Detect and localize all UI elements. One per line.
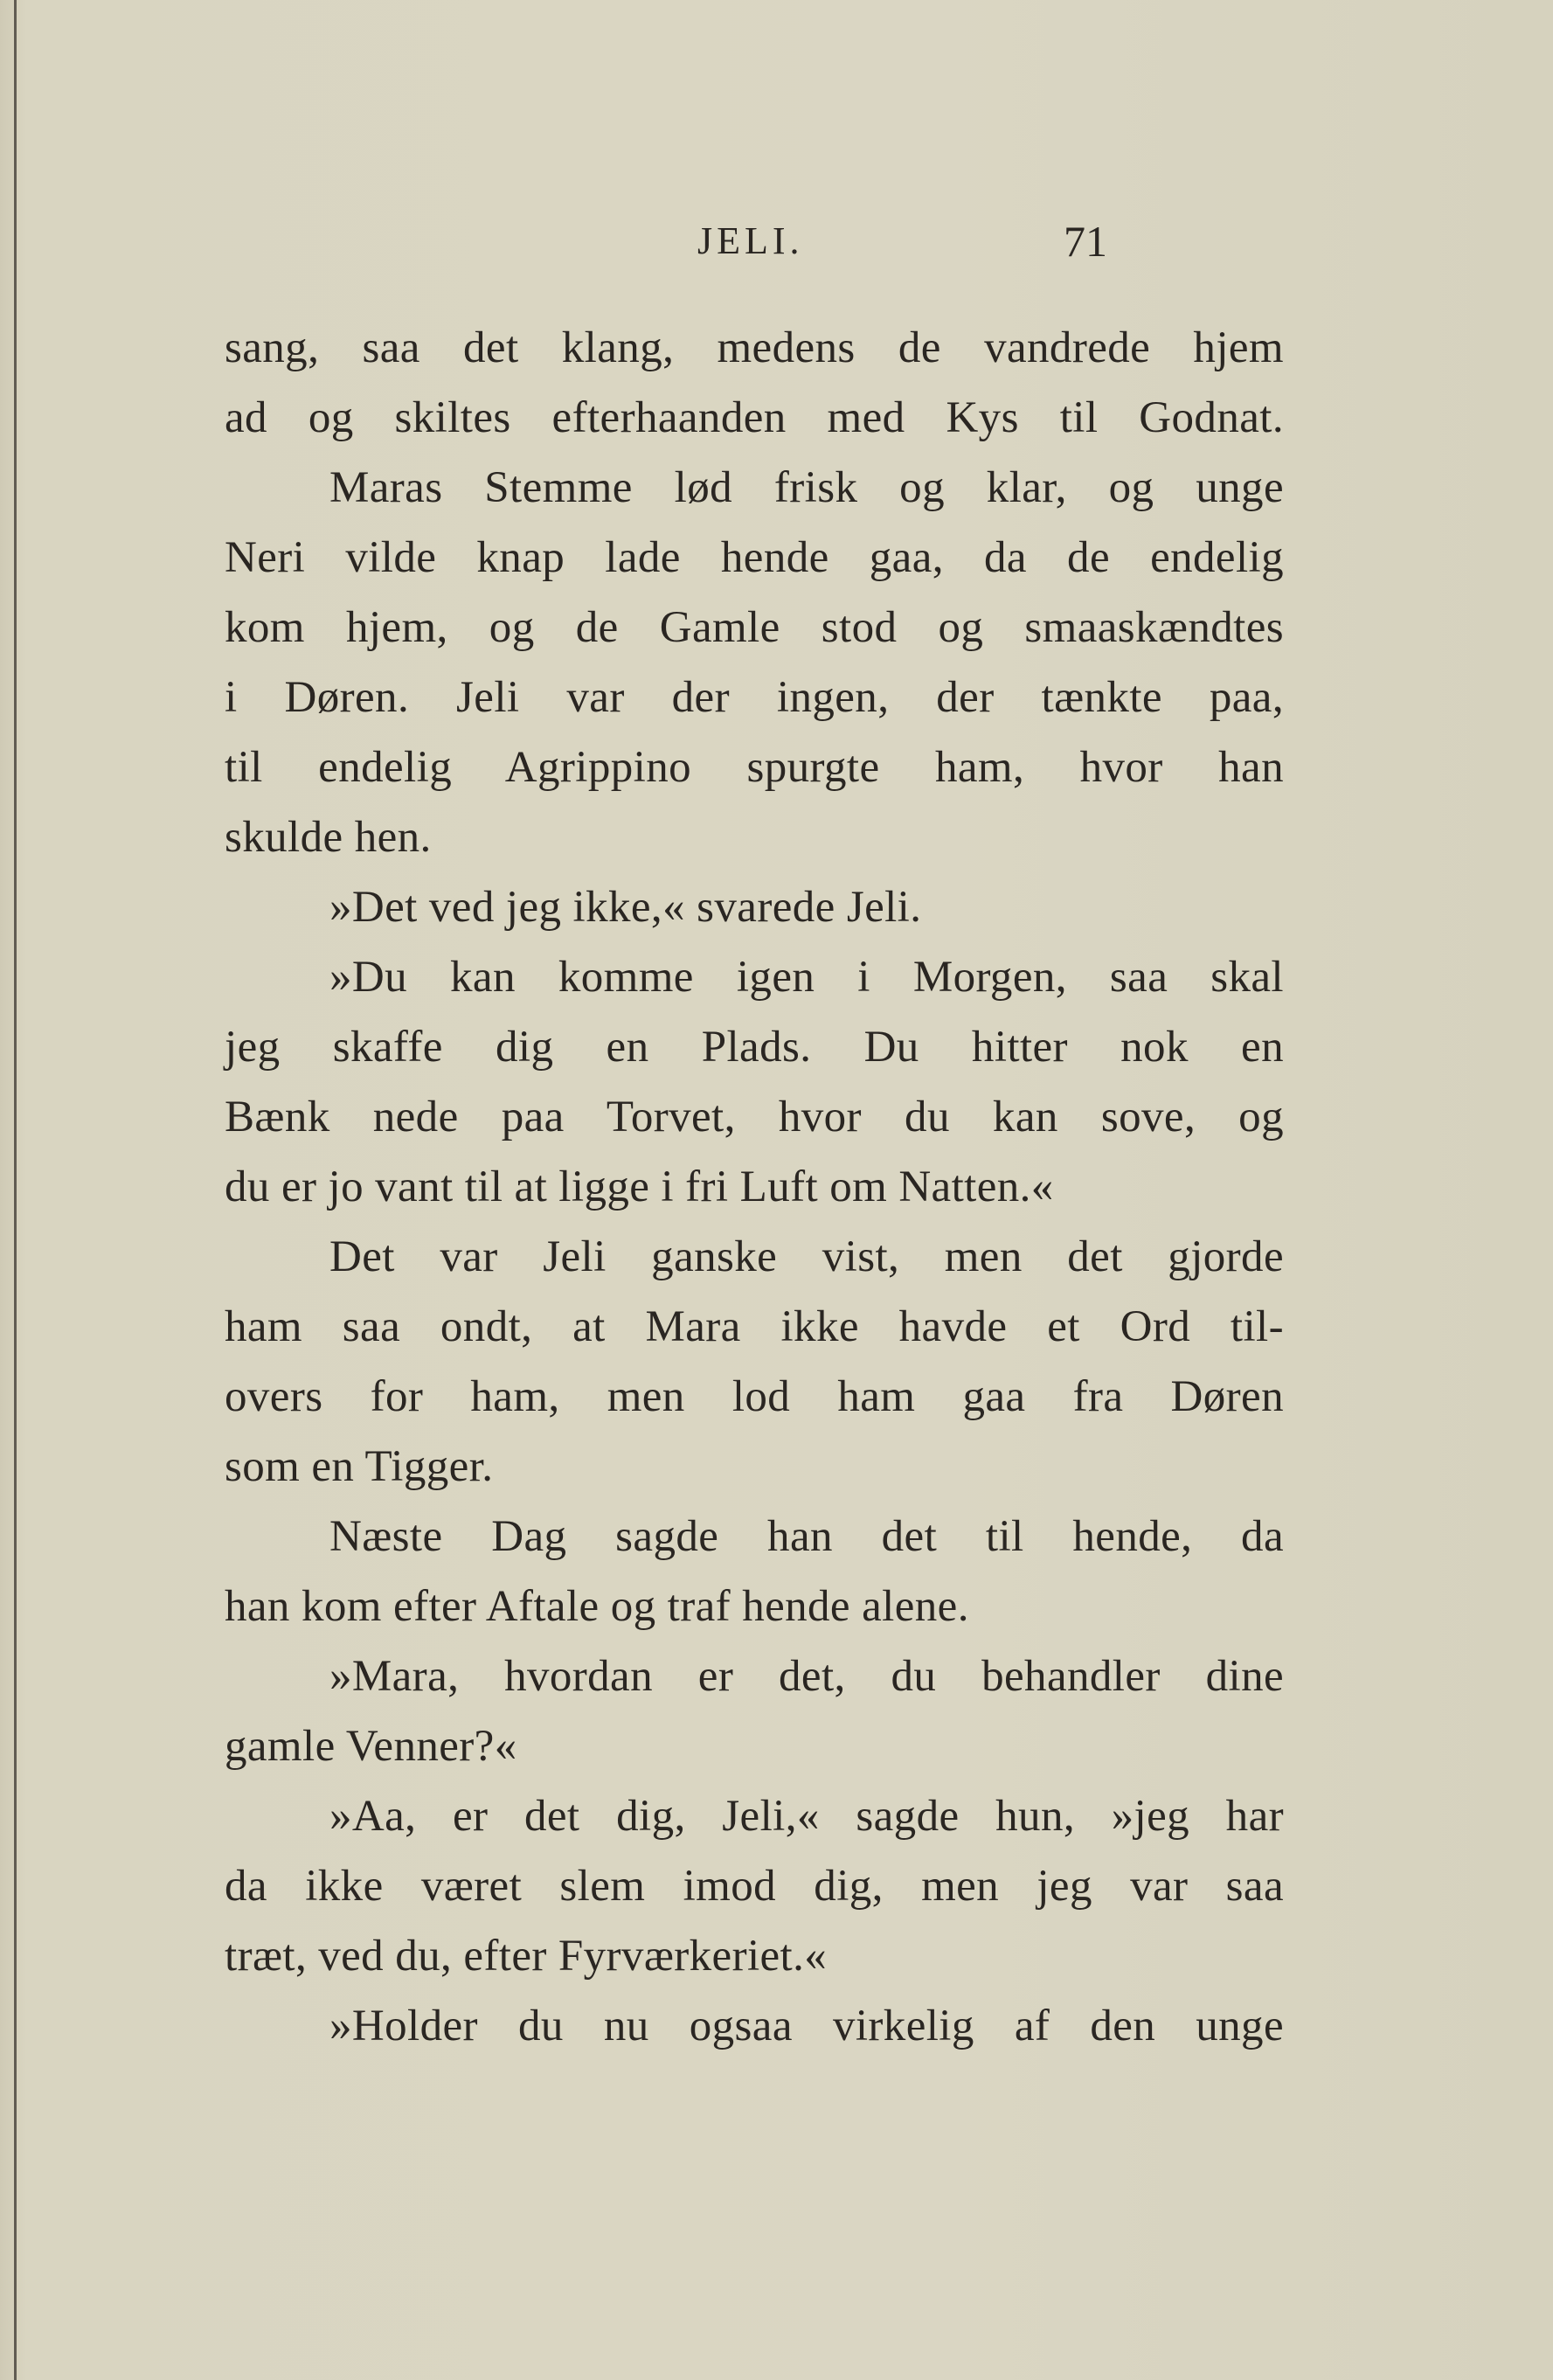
text-line: som en Tigger.	[225, 1442, 494, 1491]
text-line: ad og skiltes efterhaanden med Kys til Godnat.	[225, 393, 1284, 442]
text-line: »Holder du nu ogsaa virkelig af den unge	[329, 2002, 1284, 2050]
text-line: Det var Jeli ganske vist, men det gjorde	[329, 1232, 1284, 1281]
text-line: til endelig Agrippino spurgte ham, hvor han	[225, 743, 1284, 792]
text-line: »Du kan komme igen i Morgen, saa skal	[329, 953, 1284, 1002]
text-line: Neri vilde knap lade hende gaa, da de endelig	[225, 533, 1284, 582]
text-line: sang, saa det klang, medens de vandrede hjem	[225, 323, 1284, 372]
text-line: Bænk nede paa Torvet, hvor du kan sove, og	[225, 1093, 1284, 1141]
text-line: Næste Dag sagde han det til hende, da	[329, 1512, 1284, 1561]
text-line: »Det ved jeg ikke,« svarede Jeli.	[329, 883, 922, 932]
page-edge-line	[14, 0, 17, 2380]
text-line: du er jo vant til at ligge i fri Luft om Natten.«	[225, 1162, 1054, 1211]
text-line: da ikke været slem imod dig, men jeg var saa	[225, 1862, 1284, 1911]
text-line: skulde hen.	[225, 813, 432, 862]
body-text	[225, 313, 1284, 2061]
text-line: Maras Stemme lød frisk og klar, og unge	[329, 463, 1284, 512]
text-line: gamle Venner?«	[225, 1722, 517, 1771]
text-line: ham saa ondt, at Mara ikke havde et Ord til-	[225, 1302, 1284, 1351]
text-line: »Mara, hvordan er det, du behandler dine	[329, 1652, 1284, 1701]
page-header	[0, 206, 1553, 276]
text-line: jeg skaffe dig en Plads. Du hitter nok en	[225, 1023, 1284, 1072]
text-line: »Aa, er det dig, Jeli,« sagde hun, »jeg har	[329, 1792, 1284, 1841]
running-title: JELI.	[697, 219, 804, 262]
text-line: i Døren. Jeli var der ingen, der tænkte paa,	[225, 673, 1284, 722]
page-number: 71	[1064, 217, 1107, 266]
text-line: overs for ham, men lod ham gaa fra Døren	[225, 1372, 1284, 1421]
text-line: han kom efter Aftale og traf hende alene.	[225, 1582, 969, 1631]
text-line: træt, ved du, efter Fyrværkeriet.«	[225, 1932, 828, 1981]
text-line: kom hjem, og de Gamle stod og smaaskændtes	[225, 603, 1284, 652]
